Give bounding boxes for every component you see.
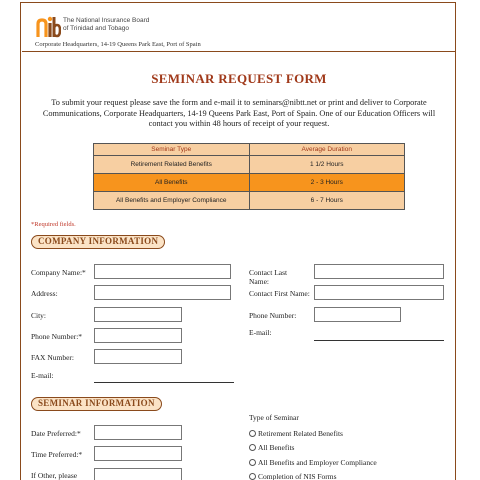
company-info-heading: COMPANY INFORMATION <box>31 235 165 249</box>
radio-circle-icon[interactable] <box>249 430 256 437</box>
if-other-input[interactable] <box>94 468 182 480</box>
date-preferred-label: Date Preferred:* <box>31 429 81 438</box>
cell-duration: 1 1/2 Hours <box>249 156 405 174</box>
table-row <box>94 192 405 210</box>
date-preferred-input[interactable] <box>94 425 182 440</box>
radio-label: All Benefits <box>258 443 295 452</box>
contact-email-field[interactable] <box>314 340 444 341</box>
col-seminar-type: Seminar Type <box>94 144 250 156</box>
hq-address: Corporate Headquarters, 14-19 Queens Park East, Port of Spain <box>35 41 201 48</box>
col-average-duration: Average Duration <box>249 144 405 156</box>
form-frame <box>20 2 456 480</box>
radio-label: Retirement Related Benefits <box>258 429 343 438</box>
radio-circle-icon[interactable] <box>249 459 256 466</box>
cell-type: Retirement Related Benefits <box>94 156 250 174</box>
city-label: City: <box>31 311 47 320</box>
contact-last-name-label <box>249 268 287 286</box>
table-row <box>94 156 405 174</box>
fax-label: FAX Number: <box>31 353 74 362</box>
contact-last-label-line1: Contact Last <box>249 268 288 277</box>
org-name-line2: of Trinidad and Tobago <box>63 25 130 32</box>
intro-text: To submit your request please save the form and e-mail it to seminars@nibtt.net or print and deliver to Corporate Communications, Corporate Headquarters, 14-19 Queens Park East, Port of Spain. One of our Education Officers will contact you within 48 hours of receipt of your request. <box>42 98 436 128</box>
time-preferred-label: Time Preferred:* <box>31 450 83 459</box>
phone-label: Phone Number:* <box>31 332 83 341</box>
radio-benefits-employer-compliance[interactable] <box>249 458 377 467</box>
header-divider <box>22 51 456 52</box>
company-name-input[interactable] <box>94 264 231 279</box>
radio-retirement-benefits[interactable] <box>249 429 343 438</box>
radio-circle-icon[interactable] <box>249 444 256 451</box>
cell-duration: 2 - 3 Hours <box>249 174 405 192</box>
cell-duration: 6 - 7 Hours <box>249 192 405 210</box>
contact-phone-input[interactable] <box>314 307 401 322</box>
nib-logo <box>35 15 61 39</box>
required-note: *Required fields. <box>31 221 76 228</box>
city-input[interactable] <box>94 307 182 322</box>
time-preferred-input[interactable] <box>94 446 182 461</box>
radio-circle-icon[interactable] <box>249 473 256 480</box>
cell-type: All Benefits <box>94 174 250 192</box>
radio-nis-forms[interactable] <box>249 472 337 480</box>
page-title: SEMINAR REQUEST FORM <box>151 71 327 86</box>
email-field[interactable] <box>94 382 234 383</box>
contact-first-name-input[interactable] <box>314 285 444 300</box>
address-label: Address: <box>31 289 58 298</box>
org-name-line1: The National Insurance Board <box>63 17 150 24</box>
radio-label: All Benefits and Employer Compliance <box>258 458 377 467</box>
contact-phone-label: Phone Number: <box>249 311 297 320</box>
contact-last-name-input[interactable] <box>314 264 444 279</box>
radio-label: Completion of NIS Forms <box>258 472 337 480</box>
seminar-table <box>93 143 405 210</box>
email-label: E-mail: <box>31 371 54 380</box>
seminar-info-heading: SEMINAR INFORMATION <box>31 397 162 411</box>
table-row <box>94 174 405 192</box>
table-header-row <box>94 144 405 156</box>
address-input[interactable] <box>94 285 231 300</box>
type-of-seminar-label: Type of Seminar <box>249 413 299 422</box>
fax-input[interactable] <box>94 349 182 364</box>
company-name-label: Company Name:* <box>31 268 86 277</box>
cell-type: All Benefits and Employer Compliance <box>94 192 250 210</box>
contact-email-label: E-mail: <box>249 328 272 337</box>
if-other-label: If Other, please <box>31 471 78 480</box>
radio-all-benefits[interactable] <box>249 443 294 452</box>
contact-last-label-line2: Name: <box>249 277 269 286</box>
contact-first-name-label: Contact First Name: <box>249 289 310 298</box>
phone-input[interactable] <box>94 328 182 343</box>
